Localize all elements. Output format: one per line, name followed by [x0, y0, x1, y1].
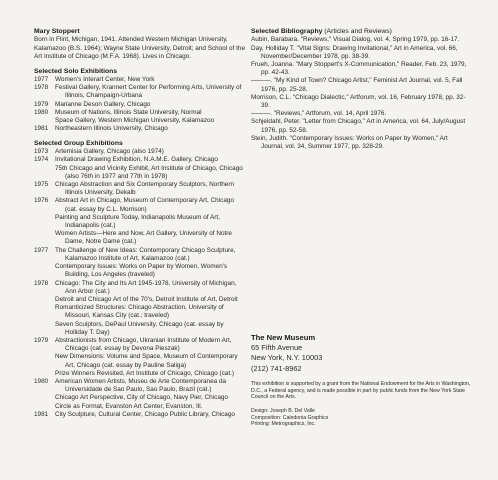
exhibition-entry: American Women Artists, Museu de Arte Contemporanea da Universidade de Sao Paulo, Sao Paulo, Brazil (cat.) — [55, 377, 227, 394]
solo-exhibitions-heading: Selected Solo Exhibitions — [34, 67, 118, 75]
exhibition-entry: Artemisia Gallery, Chicago (also 1974) — [55, 148, 164, 156]
exhibition-year: 1978 — [34, 279, 49, 287]
bibliography-entry: ———. "My Kind of Town? Chicago Artist," Feminist Art Journal, vol. 5, Fall 1976, pp. 25-28. — [251, 77, 463, 93]
exhibition-year-row — [34, 76, 246, 84]
exhibition-entry: Contemporary Issues: Works on Paper by Women, Women's Building, Los Angeles (traveled) — [55, 263, 228, 279]
exhibition-year: 1981 — [34, 125, 49, 133]
exhibition-year-row — [34, 109, 246, 125]
production-credits — [251, 408, 471, 428]
exhibition-year: 1974 — [34, 156, 49, 164]
exhibition-entry: Chicago Abstraction and Six Contemporary Sculptors, Northern Illinois University, Dekalb — [55, 181, 235, 197]
group-exhibitions-section — [34, 140, 246, 419]
exhibition-year: 1977 — [34, 75, 49, 83]
right-column — [251, 28, 469, 151]
phone-number: (212) 741-8962 — [251, 363, 302, 373]
bibliography-title: Selected Bibliography — [251, 28, 323, 35]
exhibition-entry: Festival Gallery, Krannert Center for Performing Arts, University of Illinois, Champaign-Urbana — [55, 84, 242, 100]
bibliography-entry: Aubin, Barabara. "Reviews," Visual Dialog, vol. 4, Spring 1979, pp. 16-17. — [251, 36, 460, 44]
exhibition-entry: Women Artists—Here and Now, Art Gallery, University of Notre Dame, Notre Dame (cat.) — [55, 230, 232, 246]
bibliography-subtitle: (Articles and Reviews) — [324, 28, 392, 35]
group-exhibitions-heading: Selected Group Exhibitions — [34, 139, 123, 147]
bibliography-entry: Schjeldahl, Peter. "Letter from Chicago," Art in America, vol. 64, July/August 1976, pp. 52-58. — [251, 118, 466, 134]
exhibition-year-row — [34, 181, 246, 197]
exhibition-year: 1980 — [34, 377, 49, 385]
bibliography-entry: Stein, Judith. "Contemporary Issues: Works on Paper by Women," Art Journal, vol. 34, Summer 1977, pp. 328-29. — [251, 134, 448, 151]
exhibition-year-row — [34, 378, 246, 411]
funding-notice: This exhibition is supported by a grant from the National Endowment for the Arts in Washington, D.C., a Federal agency, and is made possible in part by public funds from the New York State Council on the Arts. — [251, 381, 471, 401]
credit-line: Composition: Caledonia Graphics — [251, 414, 329, 421]
credit-line: Printing: Metrographics, Inc. — [251, 421, 316, 428]
exhibition-year: 1979 — [34, 100, 49, 108]
exhibition-year-row — [34, 280, 246, 337]
exhibition-entry: Abstract Art in Chicago, Museum of Contemporary Art, Chicago (cat. essay by C.L. Morrison) — [55, 197, 235, 213]
artist-name: Mary Stoppert — [34, 28, 80, 35]
exhibition-year-row — [34, 337, 246, 378]
exhibition-entry: The Challenge of New Ideas: Contemporary Chicago Sculpture, Kalamazoo Institute of Art, Kalamazoo (cat.) — [55, 246, 236, 262]
exhibition-entry: Painting and Sculpture Today, Indianapolis Museum of Art, Indianapolis (cat.) — [55, 213, 220, 230]
exhibition-entry: 75th Chicago and Vicinity Exhibit, Art Institute of Chicago, Chicago (also 76th in 1977 and 77th in 1978) — [55, 164, 243, 180]
bibliography-list — [251, 36, 469, 151]
exhibition-entry: City Sculpture, Cultural Center, Chicago Public Library, Chicago — [55, 410, 235, 418]
exhibition-entry: Detroit and Chicago Art of the 70's, Detroit Institute of Art, Detroit — [55, 295, 238, 303]
solo-exhibitions-list — [34, 76, 246, 133]
exhibition-year-row — [34, 84, 246, 100]
exhibition-entry: Chicago Art Perspective, City of Chicago, Navy Pier, Chicago — [55, 394, 228, 402]
group-exhibitions-list — [34, 148, 246, 419]
exhibition-entry: Romanticized Structures: Chicago Abstraction, University of Missouri, Kansas City (cat.; traveled) — [55, 304, 224, 320]
bibliography-entry: Morrison, C.L. "Chicago Dialectic," Artforum, vol. 16, February 1978, pp. 32-39. — [251, 93, 466, 110]
exhibition-entry: Seven Sculptors, DePaul University, Chicago (cat. essay by Holliday T. Day) — [55, 320, 224, 336]
exhibition-entry: Museum of Nations, Illinois State University, Normal — [55, 108, 202, 116]
exhibition-year-row — [34, 156, 246, 181]
exhibition-entry: Women's Interart Center, New York — [55, 75, 155, 83]
exhibition-year-row — [34, 197, 246, 246]
exhibition-year: 1973 — [34, 148, 49, 156]
exhibition-entry: New Dimensions: Volume and Space, Museum of Contemporary Art, Chicago (cat. essay by Pauline Saliga) — [55, 353, 238, 369]
bio-text: Born in Flint, Michigan, 1941. Attended Western Michigan University, Kalamazoo (B.S. 1964); Wayne State University, Detroit; and School of the Art Institute of Chicago (M.F.A. 1968). Lives in Chicago. — [34, 36, 245, 60]
exhibition-year: 1979 — [34, 336, 49, 344]
exhibition-year: 1981 — [34, 410, 49, 418]
museum-address — [251, 343, 471, 374]
solo-exhibitions-section — [34, 68, 246, 134]
bibliography-entry: Frueh, Joanna. "Mary Stoppert's X-Communication," Reader, Feb. 23, 1979, pp. 42-43. — [251, 61, 467, 77]
exhibition-entry: Marianne Deson Gallery, Chicago — [55, 100, 151, 108]
exhibition-entry: Abstractionists from Chicago, Ukranian Institute of Modern Art, Chicago (cat. essay by Devona Pieszak) — [55, 336, 232, 353]
exhibition-year: 1978 — [34, 84, 49, 92]
exhibition-entry: Prize Winners Revisited, Art Institute of Chicago, Chicago (cat.) — [55, 369, 235, 377]
exhibition-year-row — [34, 101, 246, 109]
exhibition-year: 1975 — [34, 181, 49, 189]
museum-block — [251, 333, 471, 428]
exhibition-year: 1977 — [34, 246, 49, 254]
bibliography-entry: ———. "Reviews," Artforum, vol. 14, April 1976. — [251, 110, 387, 118]
museum-name: The New Museum — [251, 333, 316, 342]
exhibition-year: 1980 — [34, 108, 49, 116]
bio-section — [34, 28, 246, 61]
exhibition-entry: Circle as Format, Evanston Art Center, Evanston, Ill. — [55, 402, 203, 410]
address-line: 65 Fifth Avenue — [251, 343, 303, 352]
exhibition-year-row — [34, 411, 246, 419]
credit-line: Design: Joseph B. Del Valle — [251, 408, 315, 414]
exhibition-entry: Space Gallery, Western Michigan University, Kalamazoo — [55, 116, 215, 124]
exhibition-year-row — [34, 125, 246, 133]
bibliography-heading — [251, 28, 469, 36]
bibliography-entry: Day, Holliday T. "Vital Signs: Drawing Invitational," Art in America, vol. 66, November/December 1978, pp. 38-39. — [251, 44, 458, 60]
exhibition-entry: Northeastern Illinois University, Chicago — [55, 125, 168, 133]
exhibition-entry: Invitational Drawing Exhibition, N.A.M.E. Gallery, Chicago — [55, 156, 218, 164]
exhibition-year-row — [34, 148, 246, 156]
exhibition-year-row — [34, 247, 246, 280]
left-column — [34, 28, 246, 425]
exhibition-year: 1976 — [34, 197, 49, 205]
address-line: New York, N.Y. 10003 — [251, 353, 323, 363]
exhibition-entry: Chicago: The City and Its Art 1945-1978, University of Michigan, Ann Arbor (cat.) — [55, 279, 237, 295]
